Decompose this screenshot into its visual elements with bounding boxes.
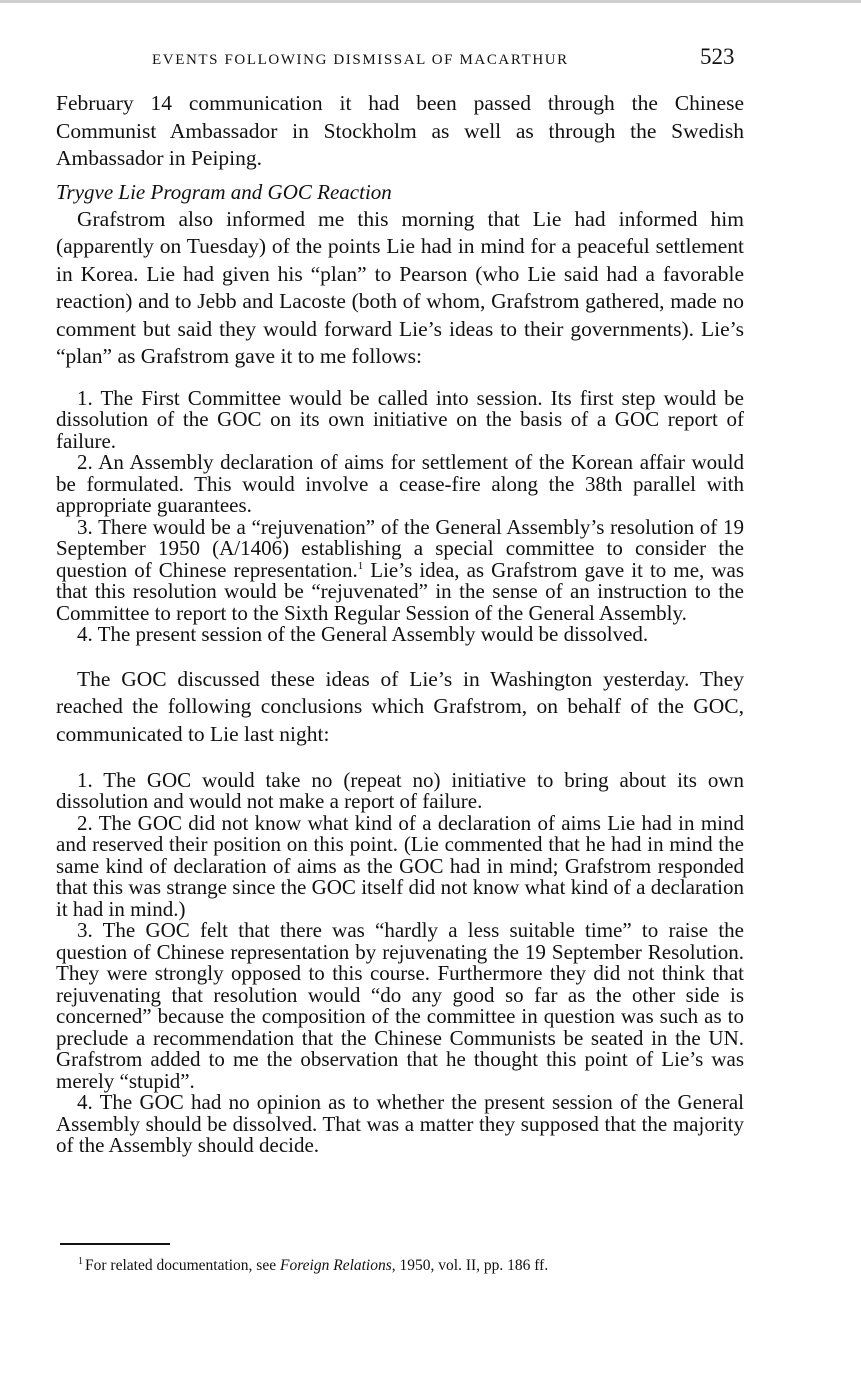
goc-item-2: 2. The GOC did not know what kind of a declaration of aims Lie had in mind and reserved their position on this point. (Lie commented that he had in mind the same kind of declaration of aims as the GOC had in mind; Grafstrom responded that this was strange since the GOC itself did not know what kind of a declaration it had in mind.)	[56, 810, 744, 921]
footnote-text-b: , 1950, vol. II, pp. 186 ff.	[391, 1257, 549, 1275]
plan-item-3-text-b: Lie’s idea, as Grafstrom gave it to me, was that this resolution would be “rejuvenated” in the sense of an instruction to the Committee to report to the Sixth Regular Session of the General Assembly.	[56, 557, 744, 625]
plan-list	[56, 385, 744, 646]
section-subheading: Trygve Lie Program and GOC Reaction	[56, 179, 392, 204]
page-top-edge	[0, 0, 861, 3]
plan-item-4: 4. The present session of the General Assembly would be dissolved.	[77, 622, 649, 646]
intro-paragraph: February 14 communication it had been passed through the Chinese Communist Ambassador in Stockholm as well as through the Swedish Ambassador in Peiping.	[56, 91, 744, 170]
running-head: EVENTS FOLLOWING DISMISSAL OF MACARTHUR	[152, 52, 569, 68]
paragraph-goc-discussion: The GOC discussed these ideas of Lie’s in Washington yesterday. They reached the following conclusions which Grafstrom, on behalf of the GOC, communicated to Lie last night:	[56, 666, 744, 746]
footnote	[78, 1252, 758, 1276]
plan-item-3	[56, 514, 744, 625]
plan-item-1: 1. The First Committee would be called into session. Its first step would be dissolution of the GOC on its own initiative on the basis of a GOC report of failure.	[56, 385, 744, 453]
page-number: 523	[700, 44, 735, 69]
footnote-rule	[60, 1243, 170, 1245]
plan-item-3-text-a: 3. There would be a “rejuvenation” of the General Assembly’s resolution of 19 September 1950 (A/1406) establishing a special committee to consider the question of Chinese representation.	[56, 514, 744, 582]
goc-item-3: 3. The GOC felt that there was “hardly a less suitable time” to raise the question of Chinese representation by rejuvenating the 19 September Resolution. They were strongly opposed to this course. Furthermore they did not think that rejuvenating that resolution would “do any good so far as the other side is concerned” because the composition of the committee in question was such as to preclude a recommendation that the Chinese Communists be seated in the UN. Grafstrom added to me the observation that he thought this point of Lie’s was merely “stupid”.	[56, 918, 744, 1093]
footnote-title: Foreign Relations	[279, 1257, 392, 1275]
footnote-number: 1	[78, 1256, 83, 1267]
goc-item-1: 1. The GOC would take no (repeat no) initiative to bring about its own dissolution and would not make a report of failure.	[56, 767, 744, 813]
goc-item-4: 4. The GOC had no opinion as to whether the present session of the General Assembly should be dissolved. That was a matter they supposed that the majority of the Assembly should decide.	[56, 1090, 744, 1157]
plan-item-2: 2. An Assembly declaration of aims for settlement of the Korean affair would be formulated. This would involve a cease-fire along the 38th parallel with appropriate guarantees.	[56, 450, 744, 517]
page-body	[56, 90, 744, 1157]
page-header	[0, 44, 861, 74]
footnote-reference: 1	[357, 559, 364, 572]
footnote-text-a: For related documentation, see	[85, 1257, 280, 1275]
paragraph-lie-plan: Grafstrom also informed me this morning that Lie had informed him (apparently on Tuesday) of the points Lie had in mind for a peaceful settlement in Korea. Lie had given his “plan” to Pearson (who Lie said had a favorable reaction) and to Jebb and Lacoste (both of whom, Grafstrom gathered, made no comment but said they would forward Lie’s ideas to their governments). Lie’s “plan” as Grafstrom gave it to me follows:	[56, 206, 744, 368]
goc-conclusions-list	[56, 767, 744, 1157]
